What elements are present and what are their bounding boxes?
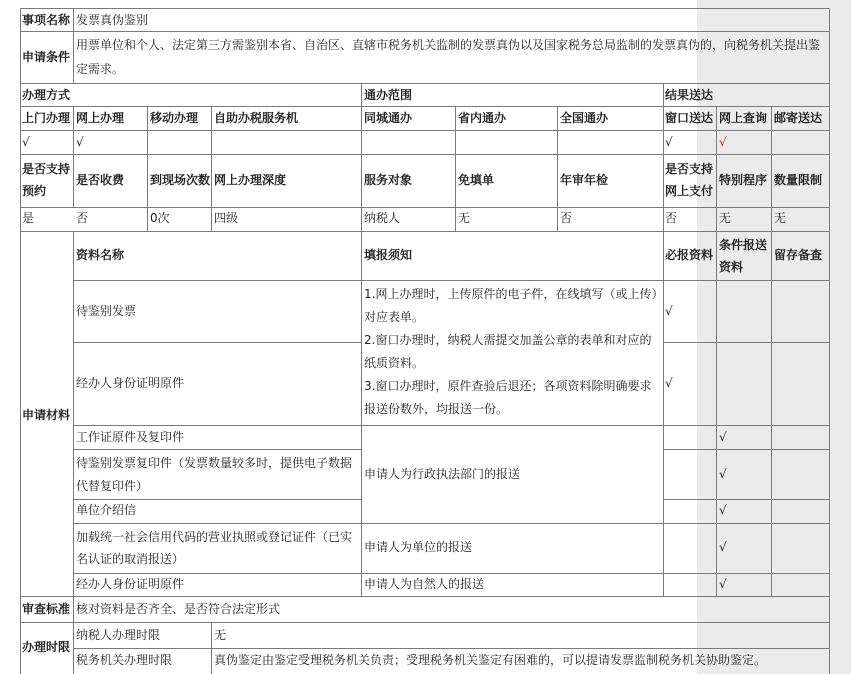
- attr-header: 到现场次数: [150, 173, 211, 187]
- attr-header: 年审年检: [560, 173, 609, 187]
- applicant-group: 申请人为单位的报送: [364, 540, 473, 554]
- item-value: 发票真伪鉴别: [76, 13, 149, 27]
- mode-header: 省内通办: [458, 111, 507, 125]
- materials-header: 条件报送资料: [719, 238, 768, 274]
- materials-header: 填报须知: [364, 248, 413, 262]
- material-name: 待鉴别发票: [76, 304, 137, 318]
- attr-header: 数量限制: [774, 173, 823, 187]
- condition-text: 用票单位和个人、法定第三方需鉴别本省、自治区、直辖市税务机关监制的发票真伪以及国家税务总局监制的发票真伪的，向税务机关提出鉴定需求。: [76, 38, 821, 76]
- material-required: √: [665, 376, 673, 390]
- mode-header: 上门办理: [22, 111, 71, 125]
- filing-note: 2.窗口办理时，纳税人需提交加盖公章的表单和对应的纸质资料。: [364, 333, 652, 370]
- attr-value: 无: [774, 211, 787, 225]
- mode-value: √: [665, 135, 673, 149]
- condition-label: 申请条件: [22, 50, 71, 64]
- result-heading: 结果送达: [665, 88, 714, 102]
- material-name: 待鉴别发票复印件（发票数量较多时，提供电子数据代替复印件）: [76, 456, 353, 493]
- material-name: 经办人身份证明原件: [76, 376, 185, 390]
- attr-header: 服务对象: [364, 173, 413, 187]
- attr-header: 是否支持网上支付: [665, 162, 714, 198]
- attr-header: 是否收费: [76, 173, 125, 187]
- mode-value: √: [22, 135, 30, 149]
- mode-header: 自助办税服务机: [214, 111, 299, 125]
- filing-note: 3.窗口办理时，原件查验后退还；各项资料除明确要求报送份数外，均报送一份。: [364, 379, 652, 416]
- mode-header: 邮寄送达: [774, 111, 823, 125]
- authority-time-limit-key: 税务机关办理时限: [76, 653, 173, 667]
- attr-value: 无: [719, 211, 732, 225]
- item-label: 事项名称: [22, 13, 71, 27]
- attr-value: 否: [560, 211, 573, 225]
- scope-heading: 通办范围: [364, 88, 413, 102]
- mode-header: 网上办理: [76, 111, 125, 125]
- mode-header: 同城通办: [364, 111, 413, 125]
- handle-mode-heading: 办理方式: [22, 88, 71, 102]
- mode-header: 网上查询: [719, 111, 768, 125]
- attr-value: 无: [458, 211, 471, 225]
- filing-note: 1.网上办理时，上传原件的电子件，在线填写（或上传）对应表单。: [364, 287, 658, 324]
- material-conditional: √: [719, 577, 727, 591]
- material-name: 加载统一社会信用代码的营业执照或登记证件（已实名认证的取消报送）: [76, 530, 353, 566]
- review-text: 核对资料是否齐全、是否符合法定形式: [76, 602, 281, 616]
- material-name: 经办人身份证明原件: [76, 577, 185, 591]
- mode-header: 移动办理: [150, 111, 199, 125]
- attr-header: 是否支持预约: [22, 162, 71, 198]
- material-conditional: √: [719, 467, 727, 481]
- materials-label: 申请材料: [22, 408, 71, 422]
- review-label: 审查标准: [22, 602, 71, 616]
- authority-time-limit-value: 真伪鉴定由鉴定受理税务机关负责；受理税务机关鉴定有困难的，可以提请发票监制税务机关协助鉴定。: [214, 653, 767, 667]
- attr-value: 否: [665, 211, 678, 225]
- material-conditional: √: [719, 430, 727, 444]
- mode-value: √: [76, 135, 84, 149]
- attr-value: 否: [76, 211, 89, 225]
- time-limit-label: 办理时限: [22, 640, 71, 654]
- material-conditional: √: [719, 503, 727, 517]
- attr-header: 特别程序: [719, 173, 768, 187]
- material-name: 单位介绍信: [76, 503, 137, 517]
- materials-header: 必报资料: [665, 248, 714, 262]
- attr-header: 免填单: [458, 173, 495, 187]
- attr-header: 网上办理深度: [214, 173, 287, 187]
- material-name: 工作证原件及复印件: [76, 430, 185, 444]
- attr-value: 0次: [150, 211, 170, 225]
- applicant-group: 申请人为自然人的报送: [364, 577, 485, 591]
- materials-header: 留存备查: [774, 248, 823, 262]
- attr-value: 纳税人: [364, 211, 401, 225]
- taxpayer-time-limit-key: 纳税人办理时限: [76, 628, 161, 642]
- mode-header: 窗口送达: [665, 111, 714, 125]
- taxpayer-time-limit-value: 无: [214, 628, 227, 642]
- attr-value: 是: [22, 211, 35, 225]
- mode-header: 全国通办: [560, 111, 609, 125]
- attr-value: 四级: [214, 211, 239, 225]
- applicant-group: 申请人为行政执法部门的报送: [364, 467, 521, 481]
- mode-value: √: [719, 135, 727, 149]
- materials-header: 资料名称: [76, 248, 125, 262]
- material-conditional: √: [719, 540, 727, 554]
- material-required: √: [665, 304, 673, 318]
- right-margin-background: [697, 0, 851, 674]
